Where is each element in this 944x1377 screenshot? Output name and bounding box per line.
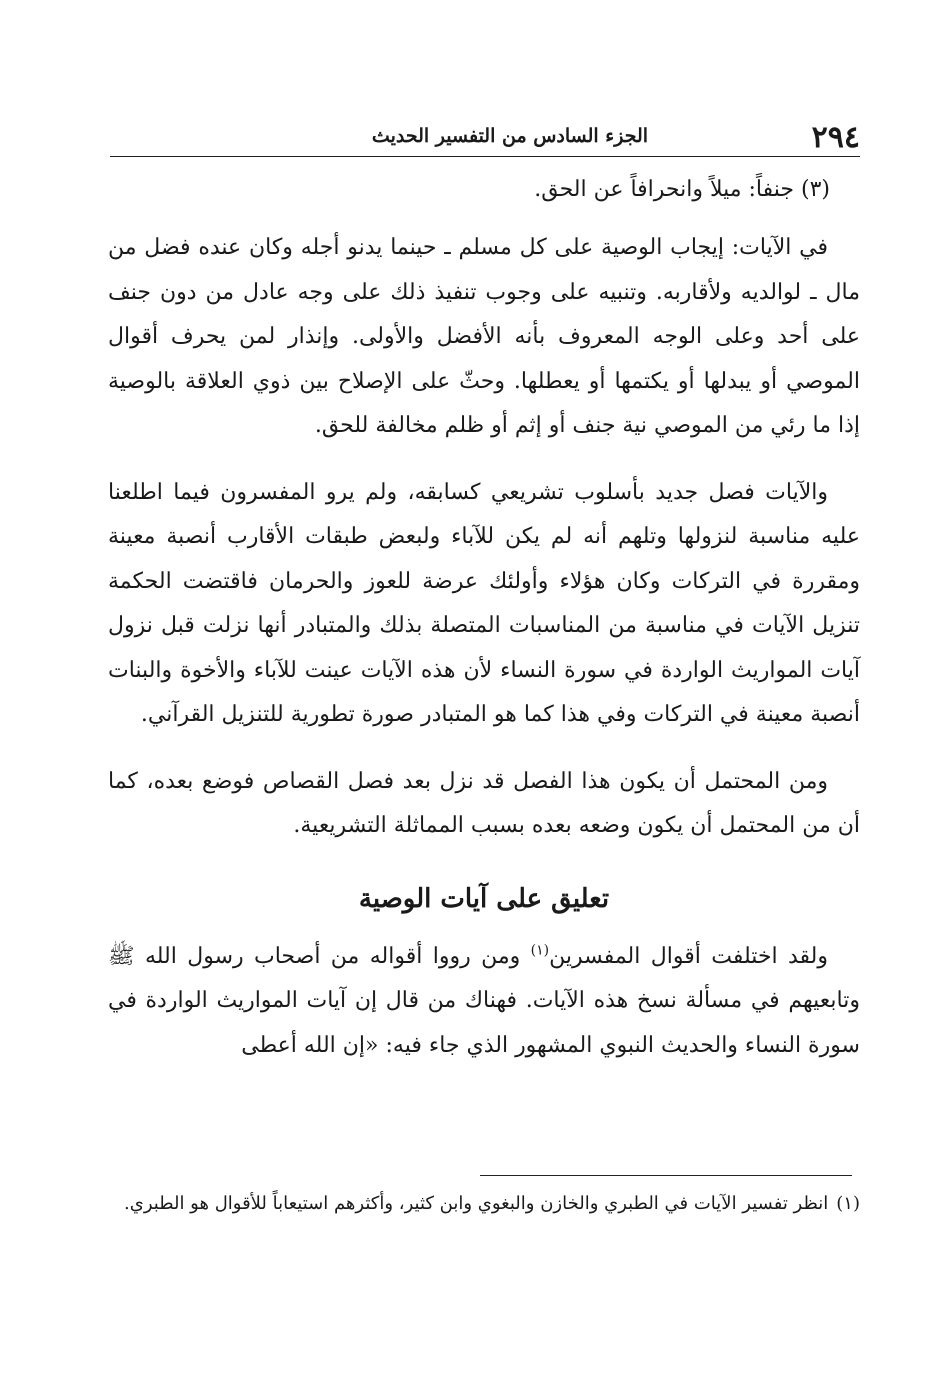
footnote [108,1186,860,1222]
paragraph-abrogation [108,935,860,1069]
paragraph-placement: ومن المحتمل أن يكون هذا الفصل قد نزل بعد فصل القصاص فوضع بعده، كما أن من المحتمل أن يكون وضعه بعده بسبب المماثلة التشريعية. [108,768,860,838]
footnote-separator [480,1175,852,1176]
paragraph-text-rest: ومن رووا أقواله من أصحاب رسول الله ﷺ وتابعيهم في مسألة نسخ هذه الآيات. فهناك من قال إن آيات المواريث الواردة في سورة النساء والحديث النبوي المشهور الذي جاء فيه: «إن الله أعطى [108,943,860,1058]
section-heading: تعليق على آيات الوصية [358,883,610,914]
page-header [110,118,860,157]
footnote-reference[interactable]: (١) [530,942,550,959]
paragraph-commentary: في الآيات: إيجاب الوصية على كل مسلم ـ حينما يدنو أجله وكان عنده فضل من مال ـ لوالديه ولأقاربه. وتنبيه على وجوب تنفيذ ذلك على وجه عادل من دون جنف على أحد وعلى الوجه المعروف بأنه الأفضل والأولى. وإنذار لمن يحرف أقوال الموصي أو يبدلها أو يكتمها أو يعطلها. وحثّ على الإصلاح بين ذوي العلاقة بالوصية إذا ما رئي من الموصي نية جنف أو إثم أو ظلم مخالفة للحق. [108,235,860,438]
footnote-number: (١) [836,1193,860,1214]
word-note: (٣) جنفاً: ميلاً وانحرافاً عن الحق. [534,177,830,202]
footnote-text: انظر تفسير الآيات في الطبري والخازن والبغوي وابن كثير، وأكثرهم استيعاباً للأقوال هو الطبري. [124,1193,829,1214]
running-title: الجزء السادس من التفسير الحديث [371,125,649,147]
page-number: ٢٩٤ [811,120,860,155]
paragraph-context: والآيات فصل جديد بأسلوب تشريعي كسابقه، ولم يرو المفسرون فيما اطلعنا عليه مناسبة لنزولها وتلهم أنه لم يكن للآباء ولبعض طبقات الأقارب أنصبة معينة ومقررة في التركات وكان هؤلاء وأولئك عرضة للعوز والحرمان فاقتضت الحكمة تنزيل الآيات في مناسبة من المناسبات المتصلة بذلك والمتبادر أنها نزلت قبل نزول آيات المواريث الواردة في سورة النساء لأن هذه الآيات عينت للآباء والأخوة والبنات أنصبة معينة في التركات وفي هذا كما هو المتبادر صورة تطورية للتنزيل القرآني. [108,479,860,727]
page-body [108,168,860,1090]
paragraph-text-start: ولقد اختلفت أقوال المفسرين [549,943,828,969]
